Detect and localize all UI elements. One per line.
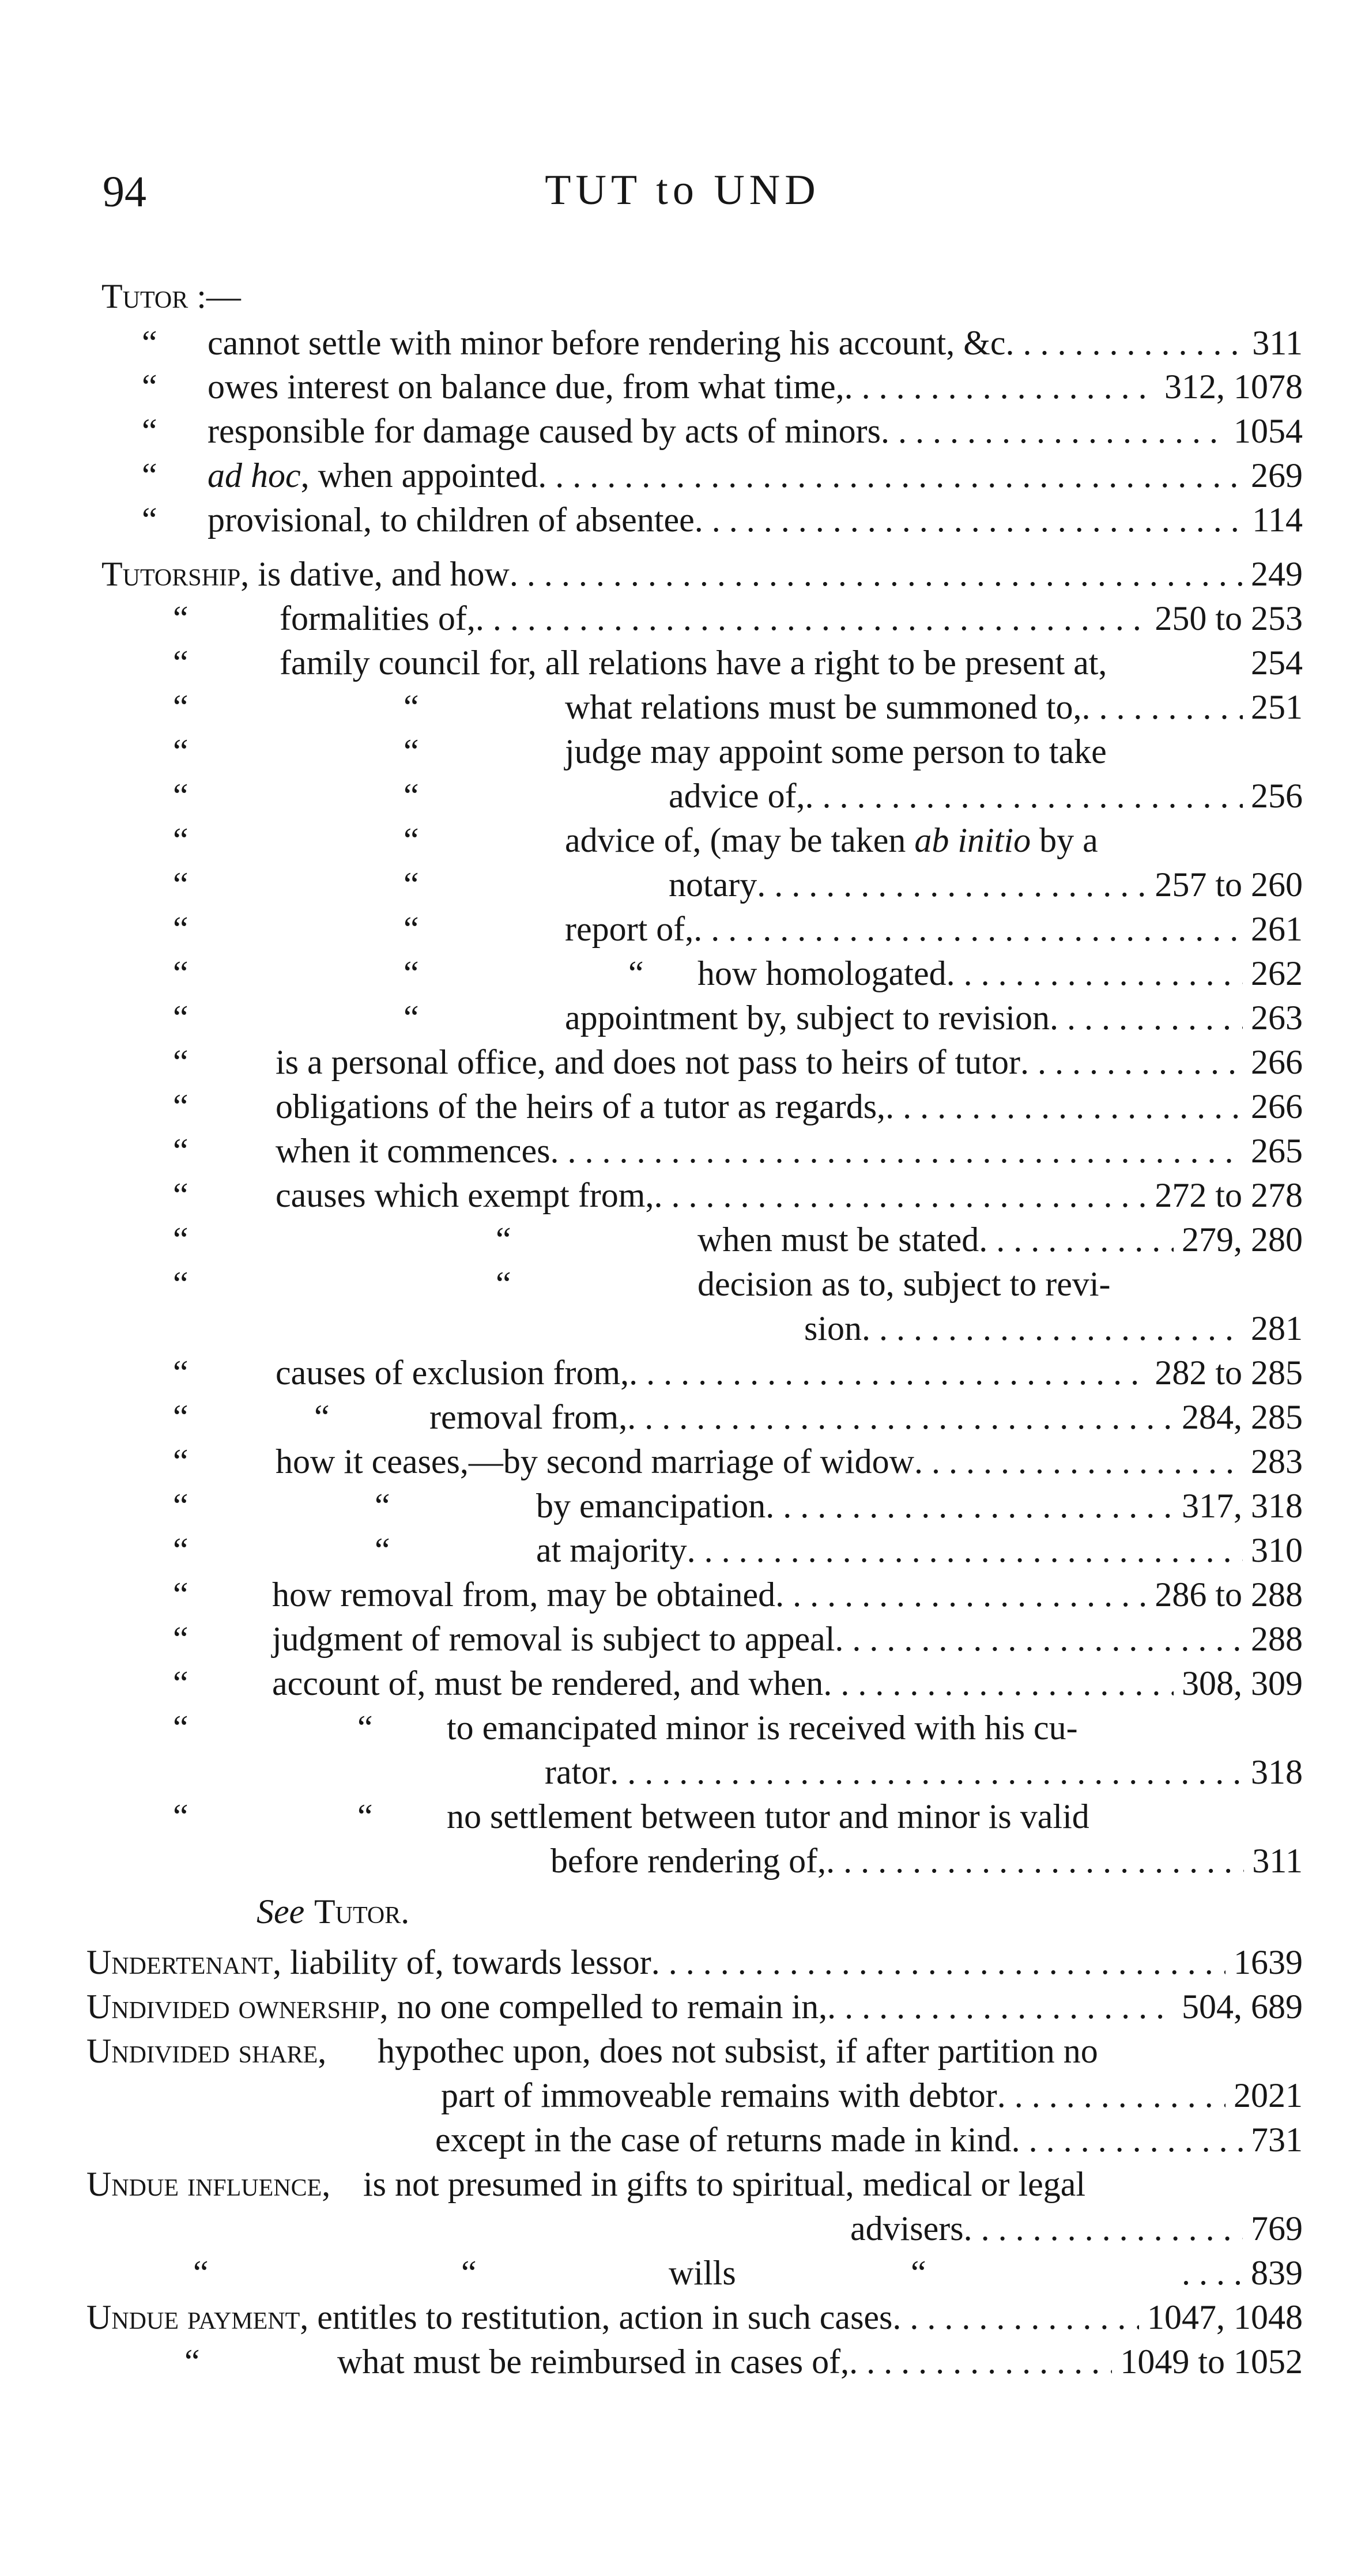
dot-leader — [849, 2339, 1112, 2384]
article-reference: 282 to 285 — [1155, 1354, 1303, 1392]
entry-text: no settlement between tutor and minor is valid — [447, 1797, 1089, 1835]
dot-leader — [823, 1661, 1174, 1706]
index-line — [0, 685, 1365, 730]
entry-text: no one compelled to remain in, — [397, 1988, 828, 2026]
dot-leader — [693, 906, 1243, 951]
ditto-mark: “ — [173, 644, 188, 682]
index-line — [0, 1261, 1365, 1306]
entry-text: when must be stated — [697, 1221, 979, 1259]
dot-leader — [914, 1439, 1243, 1484]
entry-text: rator — [545, 1753, 610, 1791]
index-line — [0, 1350, 1365, 1395]
entry-text: to emancipated minor is received with his cu- — [447, 1709, 1078, 1747]
index-line — [0, 1040, 1365, 1085]
dot-leader — [947, 951, 1243, 996]
ditto-mark: “ — [142, 368, 157, 406]
ditto-mark: “ — [173, 1087, 188, 1125]
index-line — [0, 1439, 1365, 1484]
ditto-mark: “ — [173, 1531, 188, 1569]
index-line — [0, 2029, 1365, 2073]
dot-leader — [805, 773, 1243, 818]
ditto-mark: “ — [404, 866, 419, 904]
ditto-mark: “ — [375, 1531, 390, 1569]
article-reference: 281 — [1251, 1309, 1303, 1347]
dot-leader — [766, 1483, 1174, 1528]
ditto-mark: “ — [184, 2343, 200, 2381]
article-reference: 279, 280 — [1182, 1221, 1303, 1259]
entry-text: . . . . — [1182, 2254, 1242, 2292]
entry-text: liability of, towards lessor — [290, 1943, 651, 1981]
dot-leader — [1082, 685, 1243, 730]
article-reference: 1639 — [1234, 1943, 1303, 1981]
entry-text: notary — [669, 866, 757, 904]
index-line — [0, 2162, 1365, 2207]
ditto-mark: “ — [142, 501, 157, 539]
index-line — [0, 596, 1365, 641]
entry-text: at majority — [536, 1531, 687, 1569]
index-line — [0, 2206, 1365, 2251]
article-reference: 311 — [1252, 1842, 1303, 1880]
ditto-mark: “ — [404, 688, 419, 726]
article-reference: 284, 285 — [1182, 1398, 1303, 1436]
entry-text: what relations must be summoned to, — [565, 688, 1082, 726]
index-headword: Tutorship, — [101, 555, 258, 593]
ditto-mark: “ — [173, 866, 188, 904]
dot-leader — [550, 1128, 1243, 1173]
ditto-mark: “ — [173, 1265, 188, 1303]
entry-text: before rendering of, — [550, 1842, 827, 1880]
index-line — [0, 1940, 1365, 1985]
article-reference: 504, 689 — [1182, 1988, 1303, 2026]
entry-text: wills — [669, 2254, 736, 2292]
dot-leader — [1020, 1040, 1243, 1085]
entry-text: is a personal office, and does not pass to heirs of tutor — [276, 1043, 1020, 1081]
dot-leader — [654, 1173, 1147, 1218]
running-head: TUT to UND — [545, 167, 820, 214]
index-line — [0, 409, 1365, 454]
ditto-mark: “ — [173, 1664, 188, 1702]
entry-text: Undue influence, — [86, 2165, 331, 2203]
entry-text: Tutor. — [314, 1893, 410, 1931]
entry-text: judge may appoint some person to take — [565, 732, 1107, 770]
entry-text: appointment by, subject to revision — [565, 999, 1050, 1037]
entry-text: judgment of removal is subject to appeal — [272, 1620, 835, 1658]
index-line — [0, 729, 1365, 774]
article-reference: 731 — [1251, 2121, 1303, 2159]
index-line — [0, 320, 1365, 365]
article-reference: 249 — [1251, 555, 1303, 593]
ditto-mark: “ — [404, 777, 419, 815]
index-line — [0, 1794, 1365, 1839]
index-line — [0, 1661, 1365, 1706]
article-reference: 256 — [1251, 777, 1303, 815]
ditto-mark: “ — [173, 1620, 188, 1658]
index-line — [0, 274, 1365, 319]
entry-text: what must be reimbursed in cases of, — [337, 2343, 850, 2381]
ditto-mark: “ — [461, 2254, 477, 2292]
index-line — [0, 1395, 1365, 1440]
entry-text: formalities of, — [280, 599, 476, 637]
article-reference: 310 — [1251, 1531, 1303, 1569]
ditto-mark: “ — [404, 732, 419, 770]
index-line — [0, 1889, 1365, 1934]
article-reference: 1049 to 1052 — [1120, 2343, 1303, 2381]
index-line — [0, 1528, 1365, 1573]
ditto-mark: “ — [357, 1709, 373, 1747]
article-reference: 251 — [1251, 688, 1303, 726]
ditto-mark: “ — [173, 1132, 188, 1170]
ditto-mark: “ — [404, 910, 419, 948]
index-line — [0, 2117, 1365, 2162]
entry-text: account of, must be rendered, and when — [272, 1664, 824, 1702]
dot-leader — [997, 2073, 1226, 2118]
ditto-mark: “ — [173, 688, 188, 726]
ditto-mark: “ — [193, 2254, 209, 2292]
dot-leader — [835, 1616, 1243, 1661]
article-reference: 254 — [1251, 644, 1303, 682]
ditto-mark: “ — [375, 1487, 390, 1525]
article-reference: 769 — [1251, 2209, 1303, 2248]
ditto-mark: “ — [404, 954, 419, 992]
entry-text: See — [257, 1893, 305, 1931]
index-line — [0, 906, 1365, 951]
index-line — [0, 951, 1365, 996]
entry-text: Tutor :— — [101, 277, 241, 315]
entry-text: how removal from, may be obtained — [272, 1576, 776, 1614]
ditto-mark: “ — [628, 954, 644, 992]
dot-leader — [510, 552, 1243, 596]
entry-text: advice of, (may be taken ab initio by a — [565, 821, 1098, 859]
ditto-mark: “ — [142, 456, 157, 494]
ditto-mark: “ — [173, 1221, 188, 1259]
page-number: 94 — [103, 168, 146, 216]
index-line — [0, 1173, 1365, 1218]
ditto-mark: “ — [173, 1797, 188, 1835]
ditto-mark: “ — [173, 1576, 188, 1614]
ditto-mark: “ — [173, 821, 188, 859]
dot-leader — [885, 1084, 1243, 1129]
article-reference: 286 to 288 — [1155, 1576, 1303, 1614]
article-reference: 250 to 253 — [1155, 599, 1303, 637]
index-line — [0, 1838, 1365, 1883]
entry-text: Undivided share, — [86, 2032, 327, 2070]
index-line — [0, 1084, 1365, 1129]
article-reference: 269 — [1251, 456, 1303, 494]
dot-leader — [964, 2206, 1243, 2251]
entry-text: sion — [804, 1309, 862, 1347]
index-line — [0, 862, 1365, 907]
dot-leader — [610, 1750, 1243, 1795]
article-reference: 266 — [1251, 1043, 1303, 1081]
entry-text: advisers — [850, 2209, 964, 2248]
index-line — [0, 773, 1365, 818]
article-reference: 283 — [1251, 1442, 1303, 1480]
dot-leader — [1006, 320, 1245, 365]
index-line — [0, 2339, 1365, 2384]
ditto-mark: “ — [142, 324, 157, 362]
entry-text: is dative, and how — [258, 555, 510, 593]
entry-text: cannot settle with minor before rendering his account, &c — [208, 324, 1006, 362]
ditto-mark: “ — [173, 1398, 188, 1436]
index-line — [0, 1616, 1365, 1661]
article-reference: 272 to 278 — [1155, 1176, 1303, 1214]
index-line — [0, 1483, 1365, 1528]
ditto-mark: “ — [496, 1221, 511, 1259]
dot-leader — [687, 1528, 1243, 1573]
ditto-mark: “ — [496, 1265, 511, 1303]
entry-text: advice of, — [669, 777, 805, 815]
entry-text: owes interest on balance due, from what time, — [208, 368, 844, 406]
index-headword: Undivided ownership, — [86, 1988, 397, 2026]
index-line — [0, 2295, 1365, 2340]
ditto-mark: “ — [142, 412, 157, 450]
dot-leader — [476, 596, 1147, 641]
ditto-mark: “ — [173, 1043, 188, 1081]
index-line — [0, 552, 1365, 596]
article-reference: 312, 1078 — [1164, 368, 1303, 406]
article-reference: 839 — [1251, 2254, 1303, 2292]
entry-text: obligations of the heirs of a tutor as regards, — [276, 1087, 886, 1125]
article-reference: 311 — [1252, 324, 1303, 362]
article-reference: 114 — [1252, 501, 1303, 539]
dot-leader — [538, 453, 1243, 498]
dot-leader — [775, 1572, 1147, 1617]
dot-leader — [827, 1984, 1174, 2029]
entry-text: when it commences — [276, 1132, 550, 1170]
article-reference: 2021 — [1234, 2076, 1303, 2114]
dot-leader — [629, 1350, 1147, 1395]
ditto-mark: “ — [173, 999, 188, 1037]
dot-leader — [695, 497, 1244, 542]
index-line — [0, 1705, 1365, 1750]
dot-leader — [826, 1838, 1244, 1883]
index-line — [0, 453, 1365, 498]
ditto-mark: “ — [911, 2254, 926, 2292]
article-reference: 308, 309 — [1182, 1664, 1303, 1702]
entry-text: hypothec upon, does not subsist, if after partition no — [378, 2032, 1098, 2070]
dot-leader — [1012, 2117, 1243, 2162]
entry-text: how it ceases,—by second marriage of widow — [276, 1442, 915, 1480]
index-line — [0, 364, 1365, 409]
entry-text: by emancipation — [536, 1487, 766, 1525]
article-reference: 317, 318 — [1182, 1487, 1303, 1525]
ditto-mark: “ — [173, 1176, 188, 1214]
entry-text: family council for, all relations have a right to be present at, — [280, 644, 1107, 682]
ditto-mark: “ — [173, 732, 188, 770]
ditto-mark: “ — [357, 1797, 373, 1835]
entry-text: provisional, to children of absentee — [208, 501, 695, 539]
index-line — [0, 1984, 1365, 2029]
dot-leader — [979, 1217, 1174, 1262]
entry-text: how homologated — [697, 954, 947, 992]
index-line — [0, 1128, 1365, 1173]
article-reference: 265 — [1251, 1132, 1303, 1170]
index-line — [0, 995, 1365, 1040]
article-reference: 266 — [1251, 1087, 1303, 1125]
entry-text: removal from, — [429, 1398, 628, 1436]
dot-leader — [881, 409, 1226, 454]
entry-text: responsible for damage caused by acts of minors — [208, 412, 881, 450]
article-reference: 1047, 1048 — [1147, 2298, 1303, 2336]
index-line — [0, 640, 1365, 685]
ditto-mark: “ — [173, 599, 188, 637]
index-line — [0, 2073, 1365, 2118]
entry-text: ad hoc, when appointed — [208, 456, 538, 494]
index-line — [0, 497, 1365, 542]
ditto-mark: “ — [173, 1354, 188, 1392]
index-line — [0, 1306, 1365, 1351]
entry-text: report of, — [565, 910, 694, 948]
index-headword: Undue payment, — [86, 2298, 318, 2336]
dot-leader — [651, 1940, 1226, 1985]
ditto-mark: “ — [173, 1442, 188, 1480]
entry-text: decision as to, subject to revi- — [697, 1265, 1111, 1303]
index-line — [0, 1750, 1365, 1795]
article-reference: 288 — [1251, 1620, 1303, 1658]
index-headword: Undertenant, — [86, 1943, 291, 1981]
entry-text: except in the case of returns made in kind — [435, 2121, 1012, 2159]
index-line — [0, 818, 1365, 863]
entry-text: part of immoveable remains with debtor — [441, 2076, 997, 2114]
dot-leader — [1050, 995, 1243, 1040]
ditto-mark: “ — [173, 1487, 188, 1525]
entry-text: entitles to restitution, action in such cases — [317, 2298, 893, 2336]
ditto-mark: “ — [404, 821, 419, 859]
article-reference: 257 to 260 — [1155, 866, 1303, 904]
index-line — [0, 1217, 1365, 1262]
ditto-mark: “ — [173, 954, 188, 992]
ditto-mark: “ — [173, 1709, 188, 1747]
entry-text: causes which exempt from, — [276, 1176, 654, 1214]
article-reference: 1054 — [1234, 412, 1303, 450]
index-line — [0, 2250, 1365, 2295]
ditto-mark: “ — [314, 1398, 330, 1436]
article-reference: 262 — [1251, 954, 1303, 992]
dot-leader — [862, 1306, 1243, 1351]
index-line — [0, 1572, 1365, 1617]
entry-text: causes of exclusion from, — [276, 1354, 629, 1392]
article-reference: 318 — [1251, 1753, 1303, 1791]
dot-leader — [757, 862, 1147, 907]
entry-text: is not presumed in gifts to spiritual, medical or legal — [363, 2165, 1086, 2203]
dot-leader — [627, 1395, 1174, 1440]
dot-leader — [892, 2295, 1139, 2340]
ditto-mark: “ — [404, 999, 419, 1037]
ditto-mark: “ — [173, 910, 188, 948]
dot-leader — [844, 364, 1156, 409]
article-reference: 263 — [1251, 999, 1303, 1037]
ditto-mark: “ — [173, 777, 188, 815]
article-reference: 261 — [1251, 910, 1303, 948]
